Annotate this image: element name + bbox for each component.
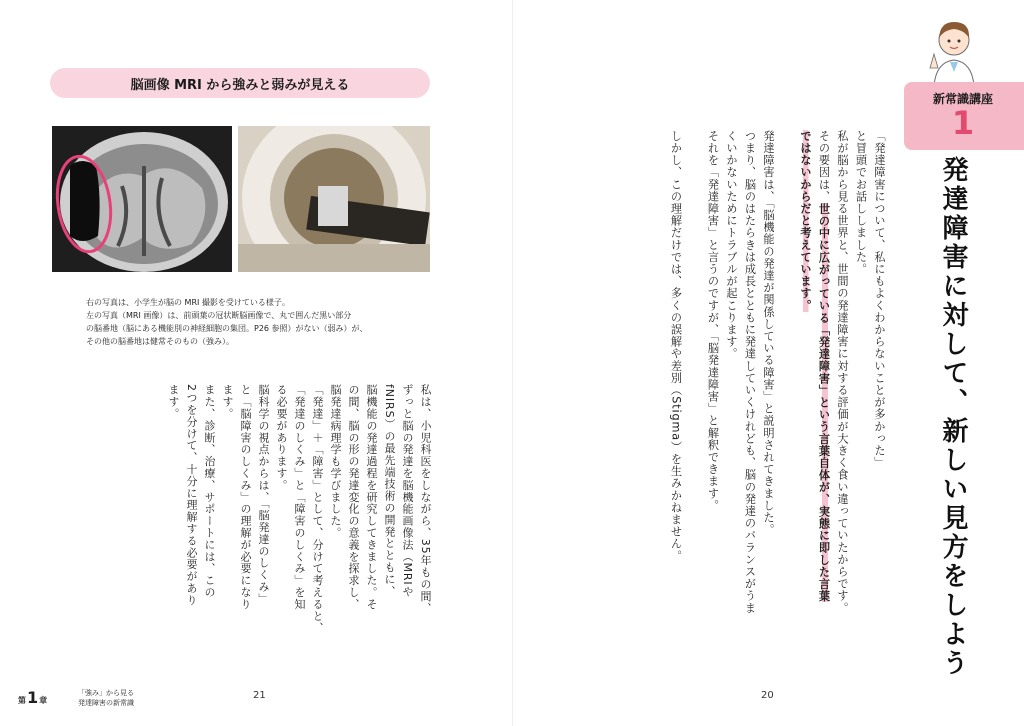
body-line: 私が脳から見る世界と、世間の発達障害に対する評価が大きく食い違っていたからです。 [836,130,849,614]
chapter-title-line: 発達障害の新常識 [78,699,134,707]
body-line: 脳機能の発達過程を研究してきました。そ [365,384,378,611]
body-line: と冒頭でお話ししました。 [854,130,868,276]
page-number-right: 20 [761,690,774,701]
emphasis-line [796,130,815,670]
page-gutter [512,0,513,726]
chapter-title [78,688,134,708]
body-line: 発達障害は、「脳機能の発達が関係している障害」と説明されてきました。 [762,130,775,536]
chapter-prefix: 第 [18,696,26,705]
caption-line: 左の写真（MRI 画像）は、前頭葉の冠状断脳画像で、丸で囲んだ黒い部分 [86,311,352,320]
body-line: の間、脳の形の発達変化の意義を探求し、 [347,384,360,611]
body-line: 脳科学の視点からは、「脳発達のしくみ」 [257,384,270,605]
lesson-tab-number: 1 [951,104,975,142]
page-title: 発達障害に対して、新しい見方をしよう [938,156,968,678]
chapter-suffix: 章 [39,696,48,705]
chapter-number: 1 [27,688,39,707]
section-heading: 脳画像 MRI から強みと弱みが見える [50,68,430,98]
chapter-marker [18,688,47,707]
highlighted-text: 世の中に広がっている「発達障害」という言葉自体が、実態に即した言葉 [817,202,831,602]
body-line: 「発達障害について、私にもよくわからないことが多かった」 [873,130,886,469]
body-line: 脳発達病理学も学びました。 [329,384,342,539]
mri-scanner-photo [238,126,430,272]
body-line: つまり、脳のはたらきは成長とともに発達していくけれども、脳の発達のバランスがうま [743,130,757,614]
mri-brain-image [52,126,232,272]
doctor-illustration [926,10,982,86]
caption-line: 右の写真は、小学生が脳の MRI 撮影を受けている様子。 [86,298,290,307]
body-line: ます。 [167,384,180,420]
caption-line: の脳番地（脳にある機能別の神経細胞の集団。P26 参照）がない（弱み）が、 [86,324,368,333]
emphasis-line [814,130,833,670]
body-text-plain: その要因は、 [817,130,831,203]
lesson-tab-label: 新常識講座 [932,92,993,106]
body-line: る必要があります。 [275,384,288,492]
body-line: 「発達」＋「障害」として、分けて考えると、 [311,384,324,634]
caption-line: その他の脳番地は健常そのもの（強み）。 [86,337,234,346]
body-line: ずっと脳の発達を脳機能画像法（MRIや [401,384,414,598]
photo-caption [86,296,446,348]
body-line: また、診断、治療、サポートには、この [203,384,216,599]
body-line: fNIRS）の最先端技術の開発とともに、 [383,384,396,597]
body-line: と「脳障害のしくみ」の理解が必要になり [239,384,252,611]
body-line: それを「発達障害」と言うのですが、「脳発達障害」と解釈できます。 [706,130,720,512]
body-line [777,130,796,670]
body-line [685,130,704,670]
body-line: 2つを分けて、十分に理解する必要があり [185,384,198,607]
body-line: しかし、この理解だけでは、多くの誤解や差別（Stigma）を生みかねません。 [669,130,683,563]
chapter-title-line: 「強み」から見る [78,689,134,697]
body-line: ます。 [221,384,234,420]
right-body-text [598,130,888,670]
highlighted-text: ではないからだと考えています。 [799,130,812,312]
left-body-text [46,384,434,654]
body-line: 「発達のしくみ」と「障害のしくみ」を知 [293,384,306,611]
body-line: 私は、小児科医をしながら、35年もの間、 [419,384,432,614]
body-line: くいかないためにトラブルが起こります。 [725,130,738,360]
page-number-left: 21 [253,690,266,701]
